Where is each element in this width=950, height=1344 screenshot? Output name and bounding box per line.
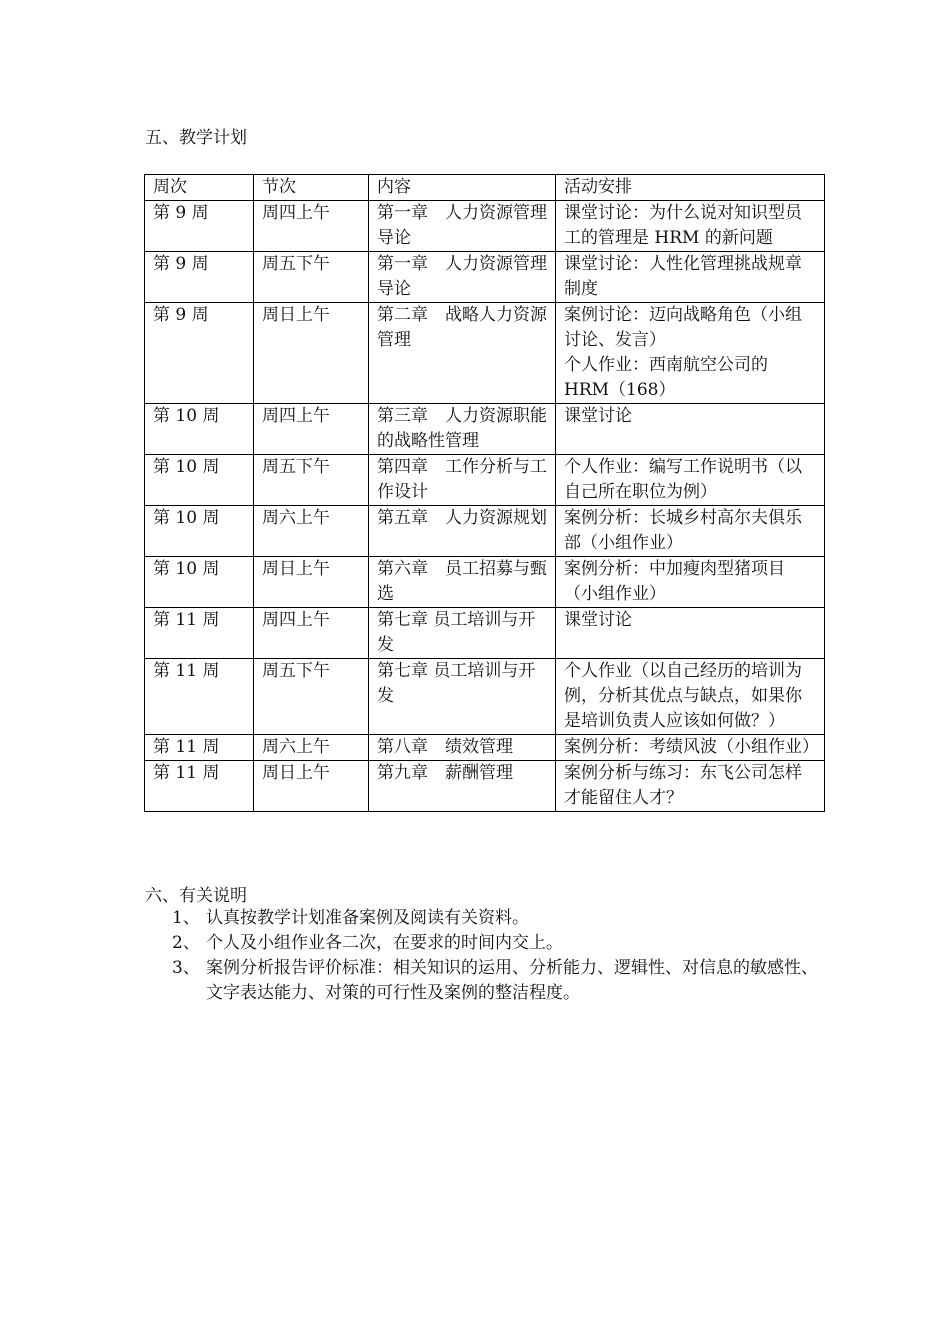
header-activity: 活动安排 [556,175,825,201]
cell-week: 第 9 周 [145,303,254,404]
cell-week: 第 10 周 [145,557,254,608]
cell-activity [556,557,825,608]
activity-line: 课堂讨论：为什么说对知识型员工的管理是 HRM 的新问题 [564,203,802,248]
table-row [145,761,825,812]
cell-activity [556,404,825,455]
cell-content: 第二章 战略人力资源管理 [369,303,556,404]
cell-session: 周日上午 [254,557,369,608]
cell-content: 第四章 工作分析与工作设计 [369,455,556,506]
table-row [145,303,825,404]
cell-session: 周五下午 [254,659,369,735]
table-row [145,201,825,252]
cell-content: 第八章 绩效管理 [369,735,556,761]
cell-activity [556,506,825,557]
cell-session: 周四上午 [254,608,369,659]
activity-line: 课堂讨论 [564,610,632,630]
cell-session: 周四上午 [254,201,369,252]
table-row [145,404,825,455]
note-text: 认真按教学计划准备案例及阅读有关资料。 [206,908,529,928]
activity-line: 课堂讨论 [564,406,632,426]
table-row [145,455,825,506]
activity-line: 案例分析：长城乡村高尔夫俱乐部（小组作业） [564,508,802,553]
note-number: 3、 [172,958,200,978]
section-title-teaching-plan: 五、教学计划 [145,128,247,148]
table-row [145,506,825,557]
cell-week: 第 11 周 [145,761,254,812]
cell-activity [556,761,825,812]
cell-content: 第七章 员工培训与开发 [369,659,556,735]
cell-content: 第五章 人力资源规划 [369,506,556,557]
table-row [145,252,825,303]
notes-list [172,906,832,1006]
cell-activity [556,659,825,735]
cell-content: 第三章 人力资源职能的战略性管理 [369,404,556,455]
cell-activity [556,455,825,506]
activity-line: 案例分析：中加瘦肉型猪项目（小组作业） [564,559,785,604]
table-row [145,557,825,608]
cell-activity [556,735,825,761]
header-content: 内容 [369,175,556,201]
cell-session: 周五下午 [254,252,369,303]
note-item [172,931,832,956]
table-row [145,659,825,735]
cell-week: 第 11 周 [145,735,254,761]
cell-activity [556,201,825,252]
cell-week: 第 10 周 [145,455,254,506]
activity-line: 案例讨论：迈向战略角色（小组讨论、发言） [564,305,802,350]
cell-session: 周六上午 [254,735,369,761]
cell-week: 第 9 周 [145,201,254,252]
note-item [172,956,832,1006]
cell-week: 第 10 周 [145,404,254,455]
cell-content: 第一章 人力资源管理导论 [369,252,556,303]
table-row [145,608,825,659]
table-header-row [145,175,825,201]
activity-line: 个人作业：西南航空公司的 HRM（168） [564,355,768,400]
activity-line: 个人作业（以自己经历的培训为例，分析其优点与缺点，如果你是培训负责人应该如何做？） [564,661,802,731]
activity-line: 案例分析与练习：东飞公司怎样才能留住人才？ [564,763,802,808]
table-body [145,201,825,812]
cell-week: 第 11 周 [145,608,254,659]
cell-activity [556,608,825,659]
cell-content: 第一章 人力资源管理导论 [369,201,556,252]
header-week: 周次 [145,175,254,201]
cell-content: 第六章 员工招募与甄选 [369,557,556,608]
cell-week: 第 11 周 [145,659,254,735]
cell-session: 周日上午 [254,761,369,812]
cell-week: 第 10 周 [145,506,254,557]
note-item [172,906,832,931]
teaching-plan-table [144,174,825,812]
cell-session: 周日上午 [254,303,369,404]
note-number: 1、 [172,908,200,928]
cell-week: 第 9 周 [145,252,254,303]
activity-line: 案例分析：考绩风波（小组作业） [564,737,819,757]
header-session: 节次 [254,175,369,201]
activity-line: 个人作业：编写工作说明书（以自己所在职位为例） [564,457,802,502]
cell-activity [556,303,825,404]
note-text: 案例分析报告评价标准：相关知识的运用、分析能力、逻辑性、对信息的敏感性、文字表达能力、对策的可行性及案例的整洁程度。 [206,958,818,1003]
table-row [145,735,825,761]
cell-session: 周五下午 [254,455,369,506]
cell-activity [556,252,825,303]
section-title-notes: 六、有关说明 [145,886,247,906]
cell-session: 周四上午 [254,404,369,455]
cell-content: 第九章 薪酬管理 [369,761,556,812]
cell-session: 周六上午 [254,506,369,557]
activity-line: 课堂讨论：人性化管理挑战规章制度 [564,254,802,299]
note-number: 2、 [172,933,200,953]
note-text: 个人及小组作业各二次，在要求的时间内交上。 [206,933,563,953]
cell-content: 第七章 员工培训与开发 [369,608,556,659]
